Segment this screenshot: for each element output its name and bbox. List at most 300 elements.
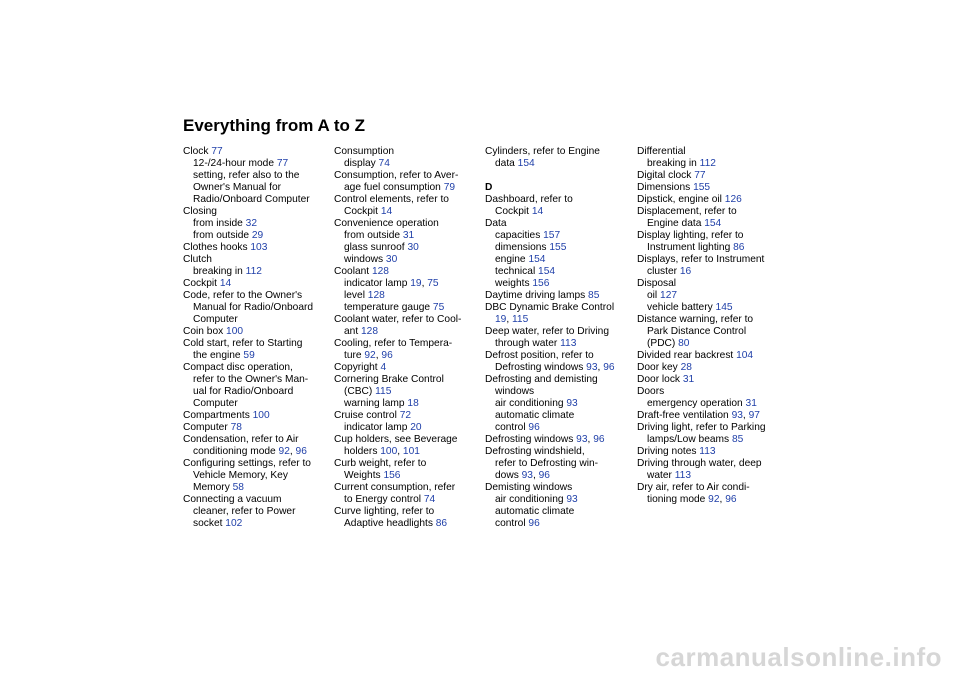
index-entry [637,458,785,470]
index-subentry [334,182,482,194]
index-subentry [485,242,633,254]
page-ref-link[interactable]: 101 [402,446,420,457]
index-entry [637,350,785,362]
entry-text: Cockpit [183,278,220,289]
entry-text: Manual for Radio/Onboard [193,302,314,313]
index-entry [183,206,331,218]
page-ref-link[interactable]: 93 [521,470,533,481]
watermark: carmanualsonline.info [655,642,942,672]
index-subentry [183,386,331,398]
index-entry [334,506,482,518]
entry-text: Dry air, refer to Air condi- [637,482,750,493]
index-entry [485,194,633,206]
index-subentry [183,374,331,386]
index-subentry [334,398,482,410]
entry-text: Weights [344,470,384,481]
index-entry [183,422,331,434]
entry-text: automatic climate [495,506,575,517]
index-subentry [485,314,633,326]
entry-text: Dimensions [637,182,694,193]
page-ref-link[interactable]: 72 [399,410,412,421]
entry-text: weights [495,278,533,289]
page-ref-link[interactable]: 96 [295,446,307,457]
index-column-1 [183,146,331,530]
page-ref-link[interactable]: 93 [576,434,588,445]
index-subentry [183,482,331,494]
page-title: Everything from A to Z [183,116,365,135]
index-subentry [334,518,482,530]
entry-text: Cornering Brake Control [334,374,444,385]
page-ref-link[interactable]: 78 [230,422,242,433]
entry-text: windows [495,386,535,397]
index-entry [637,206,785,218]
index-entry [485,326,633,338]
page-ref-link[interactable]: 28 [680,362,692,373]
entry-text: Cold start, refer to Starting [183,338,303,349]
page-ref-link[interactable]: 31 [745,398,757,409]
index-entry [637,410,785,422]
index-subentry [334,422,482,434]
index-entry [637,254,785,266]
index-entry [183,410,331,422]
index-subentry [334,158,482,170]
page-ref-link[interactable]: 80 [678,338,690,349]
entry-separator: , [421,278,428,289]
entry-text: indicator lamp [344,422,411,433]
entry-separator: , [506,314,513,325]
entry-text: from outside [193,230,252,241]
entry-text: Defrosting windows [485,434,577,445]
entry-separator: , [587,434,594,445]
index-entry [183,278,331,290]
index-entry [485,146,633,158]
index-entry [183,242,331,254]
page-ref-link[interactable]: 100 [252,410,270,421]
index-subentry [485,410,633,422]
page-ref-link[interactable]: 96 [593,434,605,445]
index-subentry [637,470,785,482]
entry-text: ant [344,326,361,337]
page-ref-link[interactable]: 14 [531,206,544,217]
page-ref-link[interactable]: 79 [443,182,456,193]
page-ref-link[interactable]: 112 [245,266,262,277]
entry-text: Coin box [183,326,227,337]
entry-text: Park Distance Control [647,326,747,337]
entry-text: Radio/Onboard Computer [193,194,310,205]
page-ref-link[interactable]: 75 [432,302,445,313]
entry-text: Draft-free ventilation [637,410,732,421]
entry-separator: , [719,494,726,505]
index-subentry [485,278,633,290]
page-ref-link[interactable]: 92 [708,494,720,505]
entry-text: cluster [647,266,680,277]
page-ref-link[interactable]: 93 [731,410,743,421]
entry-text: Vehicle Memory, Key [193,470,288,481]
index-subentry [637,266,785,278]
index-entry [637,278,785,290]
index-entry [334,218,482,230]
index-entry [485,218,633,230]
index-entry [334,170,482,182]
index-subentry [183,158,331,170]
entry-text: Defrosting windows [495,362,587,373]
index-entry [183,494,331,506]
page-ref-link[interactable]: 77 [211,146,223,157]
page-ref-link[interactable]: 113 [560,338,577,349]
entry-text: Divided rear backrest [637,350,737,361]
index-subentry [334,290,482,302]
entry-text: through water [495,338,561,349]
entry-text: Computer [193,314,238,325]
page-ref-link[interactable]: 92 [278,446,290,457]
page-ref-link[interactable]: 14 [219,278,232,289]
entry-text: air conditioning [495,494,567,505]
index-subentry [485,422,633,434]
page-ref-link[interactable]: 93 [586,362,598,373]
entry-text: Clothes hooks [183,242,251,253]
page-ref-link[interactable]: 4 [380,362,387,373]
entry-text: Doors [637,386,665,397]
page-ref-link[interactable]: 113 [674,470,691,481]
page-ref-link[interactable]: 115 [512,314,529,325]
page-ref-link[interactable]: 74 [378,158,390,169]
index-subentry [485,470,633,482]
index-subentry [485,506,633,518]
index-entry [183,254,331,266]
entry-text: Engine data [647,218,705,229]
page-ref-link[interactable]: 77 [694,170,706,181]
page-ref-link[interactable]: 93 [566,494,578,505]
page-ref-link[interactable]: 86 [435,518,448,529]
index-subentry [485,362,633,374]
page-ref-link[interactable]: 126 [724,194,742,205]
entry-text: (CBC) [344,386,376,397]
entry-text: dows [495,470,522,481]
entry-text: Clock [183,146,212,157]
entry-text: conditioning mode [193,446,279,457]
index-entry [637,362,785,374]
entry-text: control [495,422,529,433]
entry-text: D [485,182,493,193]
entry-text: Code, refer to the Owner's [183,290,303,301]
index-entry [183,338,331,350]
entry-text: lamps/Low beams [647,434,732,445]
page-ref-link[interactable]: 32 [245,218,257,229]
entry-text: windows [344,254,386,265]
page-ref-link[interactable]: 104 [736,350,754,361]
entry-text: Driving light, refer to Parking [637,422,766,433]
page-ref-link[interactable]: 16 [679,266,692,277]
entry-text: Deep water, refer to Driving [485,326,610,337]
index-subentry [637,290,785,302]
entry-text: level [344,290,368,301]
index-subentry [183,230,331,242]
index-subentry [334,494,482,506]
entry-text: Cruise control [334,410,400,421]
entry-text: Defrost position, refer to [485,350,594,361]
index-entry [183,458,331,470]
index-subentry [334,446,482,458]
entry-text: Displays, refer to Instrument [637,254,765,265]
entry-text: the engine [193,350,244,361]
index-subentry [334,254,482,266]
page-ref-link[interactable]: 115 [375,386,392,397]
entry-text: ual for Radio/Onboard [193,386,294,397]
page-ref-link[interactable]: 96 [381,350,393,361]
page-ref-link[interactable]: 128 [371,266,389,277]
entry-text: ture [344,350,365,361]
entry-text: Current consumption, refer [334,482,456,493]
index-subentry [183,218,331,230]
index-entry [637,194,785,206]
index-column-2 [334,146,482,530]
entry-text: Configuring settings, refer to [183,458,311,469]
entry-text: Differential [637,146,686,157]
entry-text: socket [193,518,226,529]
entry-text: Demisting windows [485,482,573,493]
page-ref-link[interactable]: 103 [250,242,268,253]
entry-text: Cup holders, see Beverage [334,434,458,445]
entry-text: Cooling, refer to Tempera- [334,338,453,349]
index-entry [485,302,633,314]
index-subentry [334,242,482,254]
index-entry [485,350,633,362]
index-entry [334,482,482,494]
entry-text: Daytime driving lamps [485,290,589,301]
index-subentry [485,398,633,410]
index-subentry [485,230,633,242]
index-entry [637,314,785,326]
page-ref-link[interactable]: 128 [361,326,378,337]
index-subentry [183,170,331,182]
entry-text: 12-/24-hour mode [193,158,277,169]
page-ref-link[interactable]: 96 [725,494,737,505]
page-ref-link[interactable]: 14 [380,206,393,217]
page-ref-link[interactable]: 113 [699,446,716,457]
index-entry [334,374,482,386]
index-subentry [183,302,331,314]
entry-text: Distance warning, refer to [637,314,754,325]
index-entry [183,362,331,374]
entry-text: DBC Dynamic Brake Control [485,302,615,313]
entry-text: to Energy control [344,494,424,505]
entry-text: emergency operation [647,398,746,409]
index-entry [183,290,331,302]
entry-text: display [344,158,379,169]
index-entry [334,194,482,206]
page-ref-link[interactable]: 128 [367,290,385,301]
entry-text: Curb weight, refer to [334,458,427,469]
page-ref-link[interactable]: 100 [380,446,398,457]
entry-text: technical [495,266,539,277]
index-subentry [637,218,785,230]
page-ref-link[interactable]: 112 [699,158,716,169]
entry-text: Door key [637,362,681,373]
page-ref-link[interactable]: 96 [528,422,540,433]
index-subentry [183,446,331,458]
entry-text: Dashboard, refer to [485,194,573,205]
index-subentry [485,494,633,506]
index-subentry [183,350,331,362]
entry-text: control [495,518,529,529]
entry-text: breaking in [193,266,246,277]
page-ref-link[interactable]: 59 [243,350,255,361]
entry-text: Disposal [637,278,677,289]
entry-text: Digital clock [637,170,695,181]
index-entry [637,374,785,386]
page-ref-link[interactable]: 127 [660,290,678,301]
index-entry [334,362,482,374]
index-subentry [485,338,633,350]
page-ref-link[interactable]: 156 [383,470,401,481]
entry-text: Closing [183,206,217,217]
entry-text: Defrosting windshield, [485,446,585,457]
index-subentry [485,266,633,278]
index-column-3 [485,146,633,530]
page-ref-link[interactable]: 154 [528,254,546,265]
page-ref-link[interactable]: 74 [423,494,436,505]
page-ref-link[interactable]: 30 [385,254,398,265]
entry-text: Connecting a vacuum [183,494,282,505]
entry-text: indicator lamp [344,278,411,289]
index-entry [334,266,482,278]
page-ref-link[interactable]: 19 [410,278,422,289]
entry-separator: , [597,362,604,373]
entry-text: glass sunroof [344,242,408,253]
page-ref-link[interactable]: 154 [538,266,556,277]
index-subentry [485,158,633,170]
page-ref-link[interactable]: 75 [427,278,439,289]
entry-text: Cylinders, refer to Engine [485,146,600,157]
index-subentry [334,278,482,290]
entry-separator: , [397,446,403,457]
page-ref-link[interactable]: 155 [549,242,567,253]
index-subentry [334,206,482,218]
entry-text: Convenience operation [334,218,439,229]
page-ref-link[interactable]: 100 [226,326,244,337]
entry-text: Clutch [183,254,212,265]
index-subentry [334,326,482,338]
page-ref-link[interactable]: 58 [232,482,244,493]
index-entry [485,434,633,446]
index-subentry [637,242,785,254]
index-entry [183,326,331,338]
index-subentry [183,182,331,194]
page-ref-link[interactable]: 96 [538,470,550,481]
index-subentry [637,338,785,350]
index-subentry [637,326,785,338]
page-ref-link[interactable]: 85 [588,290,600,301]
index-subentry [183,194,331,206]
entry-text: from outside [344,230,403,241]
index-entry [334,338,482,350]
page-ref-link[interactable]: 154 [704,218,722,229]
entry-text: automatic climate [495,410,575,421]
page-ref-link[interactable]: 30 [407,242,419,253]
index-subentry [334,470,482,482]
page-ref-link[interactable]: 155 [693,182,711,193]
entry-text: Coolant [334,266,372,277]
page-ref-link[interactable]: 96 [603,362,615,373]
index-subentry [334,350,482,362]
page-ref-link[interactable]: 29 [251,230,264,241]
index-entry [637,170,785,182]
entry-text: Owner's Manual for [193,182,282,193]
entry-text: Compact disc operation, [183,362,293,373]
entry-separator: , [742,410,749,421]
entry-text: Consumption, refer to Aver- [334,170,459,181]
entry-text: Curve lighting, refer to [334,506,435,517]
page-ref-link[interactable]: 154 [517,158,535,169]
entry-text: air conditioning [495,398,567,409]
page-ref-link[interactable]: 97 [748,410,760,421]
entry-text: holders [344,446,381,457]
entry-text: Compartments [183,410,253,421]
index-entry [637,422,785,434]
index-subentry [637,302,785,314]
page-ref-link[interactable]: 31 [682,374,695,385]
entry-text: capacities [495,230,544,241]
index-subentry [485,206,633,218]
entry-text: Cockpit [495,206,532,217]
index-subentry [485,386,633,398]
index-entry [637,146,785,158]
entry-text: (PDC) [647,338,679,349]
index-subentry [334,302,482,314]
page-ref-link[interactable]: 86 [733,242,745,253]
index-subentry [485,458,633,470]
page-ref-link[interactable]: 77 [276,158,289,169]
entry-text: Driving notes [637,446,700,457]
entry-text: Door lock [637,374,683,385]
page-ref-link[interactable]: 18 [407,398,419,409]
index-entry [334,458,482,470]
index-subentry [183,398,331,410]
entry-text: temperature gauge [344,302,433,313]
index-subentry [183,266,331,278]
entry-text: Computer [193,398,238,409]
page-ref-link[interactable]: 85 [731,434,744,445]
page-ref-link[interactable]: 96 [528,518,540,529]
entry-text: water [647,470,675,481]
page-ref-link[interactable]: 93 [566,398,578,409]
entry-text: Memory [193,482,233,493]
index-entry [183,434,331,446]
index-entry [637,386,785,398]
index-subentry [637,158,785,170]
page-ref-link[interactable]: 92 [364,350,376,361]
entry-text: Condensation, refer to Air [183,434,299,445]
page-ref-link[interactable]: 157 [543,230,561,241]
entry-text: breaking in [647,158,700,169]
entry-text: refer to the Owner's Man- [193,374,309,385]
entry-text: Instrument lighting [647,242,734,253]
page-ref-link[interactable]: 145 [715,302,733,313]
spacer [485,170,633,182]
page-ref-link[interactable]: 102 [225,518,243,529]
entry-text: engine [495,254,529,265]
page-ref-link[interactable]: 20 [410,422,422,433]
entry-text: Display lighting, refer to [637,230,744,241]
entry-text: cleaner, refer to Power [193,506,296,517]
index-subentry [183,470,331,482]
page-ref-link[interactable]: 19 [495,314,507,325]
page-ref-link[interactable]: 31 [402,230,415,241]
entry-text: from inside [193,218,246,229]
index-entry [334,146,482,158]
page-ref-link[interactable]: 156 [532,278,550,289]
index-entry [485,290,633,302]
